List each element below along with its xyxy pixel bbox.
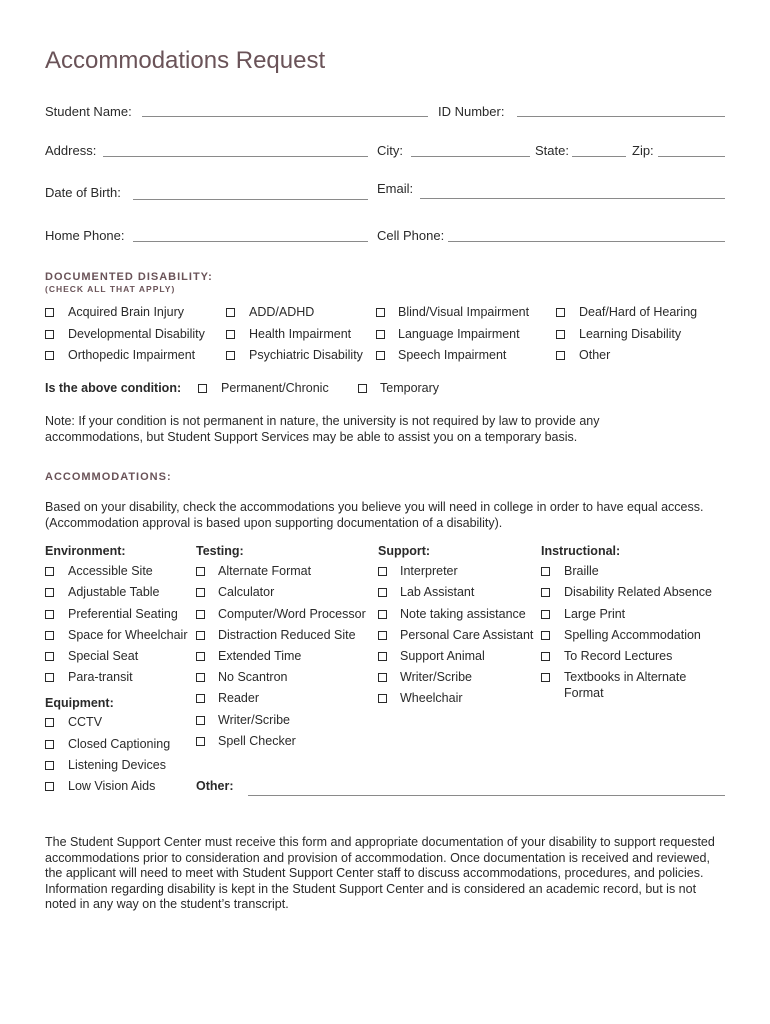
- other-field[interactable]: [248, 795, 725, 796]
- cell-phone-field[interactable]: [448, 241, 725, 242]
- checkbox[interactable]: [541, 652, 550, 661]
- option-label: Distraction Reduced Site: [218, 628, 356, 642]
- checkbox[interactable]: [378, 694, 387, 703]
- student-name-label: Student Name:: [45, 104, 132, 119]
- page-title: Accommodations Request: [45, 47, 326, 74]
- option-label: CCTV: [68, 715, 103, 729]
- disability-heading: DOCUMENTED DISABILITY:: [45, 271, 213, 283]
- option-label: Writer/Scribe: [218, 713, 291, 727]
- option-label: Speech Impairment: [398, 348, 507, 362]
- equipment-header: Equipment:: [45, 696, 114, 710]
- checkbox[interactable]: [556, 308, 565, 317]
- option-label: Reader: [218, 691, 259, 705]
- zip-label: Zip:: [632, 143, 654, 158]
- checkbox[interactable]: [378, 567, 387, 576]
- option-label: Alternate Format: [218, 564, 312, 578]
- checkbox[interactable]: [196, 737, 205, 746]
- option-label: Computer/Word Processor: [218, 607, 366, 621]
- checkbox[interactable]: [45, 330, 54, 339]
- checkbox[interactable]: [45, 631, 54, 640]
- checkbox[interactable]: [45, 782, 54, 791]
- checkbox[interactable]: [45, 761, 54, 770]
- option-label: Orthopedic Impairment: [68, 348, 196, 362]
- option-label: Low Vision Aids: [68, 779, 156, 793]
- footer-paragraph: The Student Support Center must receive this form and appropriate documentation of your disability to support requested accommodations prior to consideration and provision of accommodation. Once documentation is received and reviewed, the applicant will need to meet with Student Support Center staff to discuss accommodations, procedures, and policies. Information regarding disability is kept in the Student Support Center and is considered an academic record, but is not noted in any way on the student’s transcript.: [45, 835, 715, 911]
- checkbox[interactable]: [226, 308, 235, 317]
- option-label: Blind/Visual Impairment: [398, 305, 530, 319]
- support-header: Support:: [378, 544, 431, 558]
- email-label: Email:: [377, 181, 414, 196]
- option-label: Spell Checker: [218, 734, 296, 748]
- checkbox[interactable]: [45, 718, 54, 727]
- id-number-field[interactable]: [517, 116, 725, 117]
- accommodations-intro: Based on your disability, check the accommodations you believe you will need in college in order to have equal access. (Accommodation approval is based upon supporting documentation of a disability).: [45, 500, 704, 530]
- option-label: Spelling Accommodation: [564, 628, 701, 642]
- state-label: State:: [535, 143, 569, 158]
- disability-subheading: (CHECK ALL THAT APPLY): [45, 284, 176, 294]
- option-label: Temporary: [380, 381, 440, 395]
- option-label: Listening Devices: [68, 758, 166, 772]
- option-label: ADD/ADHD: [249, 305, 315, 319]
- option-label: To Record Lectures: [564, 649, 673, 663]
- student-name-field[interactable]: [142, 116, 428, 117]
- option-label: Interpreter: [400, 564, 458, 578]
- option-label: Lab Assistant: [400, 585, 475, 599]
- address-label: Address:: [45, 143, 97, 158]
- option-label: Writer/Scribe: [400, 670, 473, 684]
- option-label: Support Animal: [400, 649, 485, 663]
- city-field[interactable]: [411, 156, 530, 157]
- option-label: Preferential Seating: [68, 607, 178, 621]
- checkbox[interactable]: [226, 330, 235, 339]
- option-label: Language Impairment: [398, 327, 520, 341]
- dob-label: Date of Birth:: [45, 185, 121, 200]
- checkbox[interactable]: [358, 384, 367, 393]
- option-label: Developmental Disability: [68, 327, 205, 341]
- home-phone-label: Home Phone:: [45, 228, 125, 243]
- checkbox[interactable]: [196, 631, 205, 640]
- checkbox[interactable]: [45, 567, 54, 576]
- checkbox[interactable]: [541, 610, 550, 619]
- instructional-header: Instructional:: [541, 544, 621, 558]
- checkbox[interactable]: [378, 631, 387, 640]
- checkbox[interactable]: [45, 673, 54, 682]
- option-label: Braille: [564, 564, 599, 578]
- address-field[interactable]: [103, 156, 368, 157]
- option-label: Special Seat: [68, 649, 139, 663]
- option-label: Space for Wheelchair: [68, 628, 188, 642]
- condition-label: Is the above condition:: [45, 381, 182, 395]
- checkbox[interactable]: [45, 351, 54, 360]
- option-label: Large Print: [564, 607, 626, 621]
- option-label: Extended Time: [218, 649, 302, 663]
- state-field[interactable]: [572, 156, 626, 157]
- checkbox[interactable]: [196, 652, 205, 661]
- checkbox[interactable]: [196, 673, 205, 682]
- checkbox[interactable]: [196, 716, 205, 725]
- checkbox[interactable]: [541, 567, 550, 576]
- note-paragraph: Note: If your condition is not permanent in nature, the university is not required by law to provide any accommodations, but Student Support Services may be able to assist you on a temporary basis.: [45, 414, 600, 444]
- checkbox[interactable]: [226, 351, 235, 360]
- checkbox[interactable]: [45, 308, 54, 317]
- checkbox[interactable]: [45, 610, 54, 619]
- zip-field[interactable]: [658, 156, 725, 157]
- checkbox[interactable]: [541, 673, 550, 682]
- email-field[interactable]: [420, 198, 725, 199]
- checkbox[interactable]: [541, 631, 550, 640]
- other-label: Other:: [196, 779, 234, 793]
- option-label: Other: [579, 348, 611, 362]
- checkbox[interactable]: [376, 330, 385, 339]
- checkbox[interactable]: [45, 588, 54, 597]
- option-label: Wheelchair: [400, 691, 463, 705]
- checkbox[interactable]: [378, 588, 387, 597]
- checkbox[interactable]: [376, 308, 385, 317]
- option-label: Personal Care Assistant: [400, 628, 534, 642]
- option-label: Health Impairment: [249, 327, 352, 341]
- checkbox[interactable]: [196, 694, 205, 703]
- option-label: Calculator: [218, 585, 275, 599]
- checkbox[interactable]: [196, 567, 205, 576]
- home-phone-field[interactable]: [133, 241, 368, 242]
- checkbox[interactable]: [556, 351, 565, 360]
- option-label: No Scantron: [218, 670, 288, 684]
- option-label: Adjustable Table: [68, 585, 160, 599]
- dob-field[interactable]: [133, 199, 368, 200]
- option-label: Closed Captioning: [68, 737, 171, 751]
- id-number-label: ID Number:: [438, 104, 505, 119]
- option-label: Acquired Brain Injury: [68, 305, 185, 319]
- checkbox[interactable]: [45, 740, 54, 749]
- checkbox[interactable]: [196, 588, 205, 597]
- checkbox[interactable]: [378, 652, 387, 661]
- option-label: Psychiatric Disability: [249, 348, 363, 362]
- checkbox[interactable]: [378, 673, 387, 682]
- option-label: Para-transit: [68, 670, 133, 684]
- environment-header: Environment:: [45, 544, 126, 558]
- checkbox[interactable]: [196, 610, 205, 619]
- checkbox[interactable]: [45, 652, 54, 661]
- option-label: Permanent/Chronic: [221, 381, 329, 395]
- checkbox[interactable]: [198, 384, 207, 393]
- checkbox[interactable]: [556, 330, 565, 339]
- city-label: City:: [377, 143, 403, 158]
- accommodations-heading: ACCOMMODATIONS:: [45, 471, 172, 483]
- option-label: Accessible Site: [68, 564, 153, 578]
- option-label: Textbooks in Alternate Format: [564, 670, 687, 700]
- option-label: Note taking assistance: [400, 607, 526, 621]
- option-label: Learning Disability: [579, 327, 682, 341]
- option-label: Deaf/Hard of Hearing: [579, 305, 698, 319]
- checkbox[interactable]: [378, 610, 387, 619]
- option-label: Disability Related Absence: [564, 585, 712, 599]
- testing-header: Testing:: [196, 544, 244, 558]
- checkbox[interactable]: [376, 351, 385, 360]
- checkbox[interactable]: [541, 588, 550, 597]
- cell-phone-label: Cell Phone:: [377, 228, 445, 243]
